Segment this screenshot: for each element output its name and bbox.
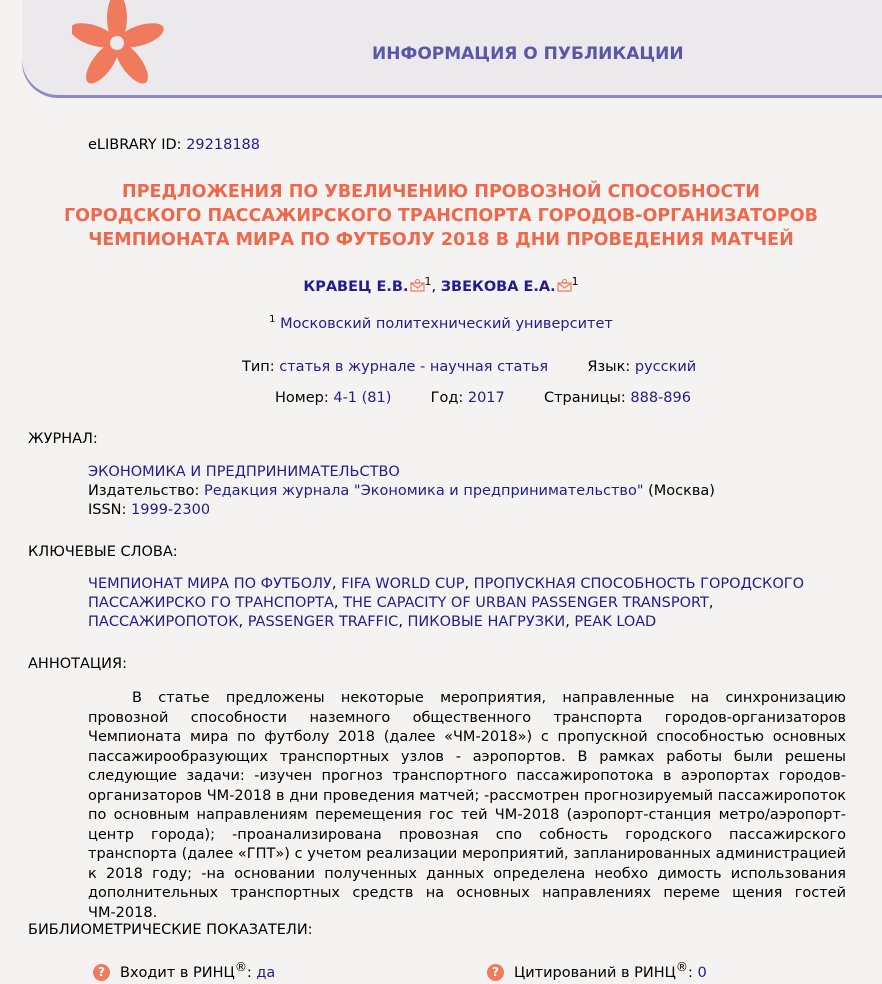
rinc-value: да xyxy=(256,964,276,981)
help-icon[interactable]: ? xyxy=(93,964,110,981)
affiliation-row xyxy=(0,314,882,332)
page-heading: ИНФОРМАЦИЯ О ПУБЛИКАЦИИ xyxy=(372,44,684,64)
affiliation-marker: 1 xyxy=(424,275,432,288)
affiliation-marker: 1 xyxy=(269,314,276,325)
year-value[interactable]: 2017 xyxy=(467,390,505,406)
author-link[interactable]: КРАВЕЦ Е.В. xyxy=(303,278,409,295)
keyword-link[interactable]: PEAK LOAD xyxy=(574,614,657,630)
citations-label: Цитирований в РИНЦ xyxy=(514,964,676,981)
affiliation-marker: 1 xyxy=(571,275,579,288)
publisher-city: (Москва) xyxy=(648,483,715,499)
issn-value: 1999-2300 xyxy=(131,502,211,518)
page-header xyxy=(22,0,882,95)
author-link[interactable]: ЗВЕКОВА Е.А. xyxy=(440,278,556,295)
abstract-heading: АННОТАЦИЯ: xyxy=(28,656,127,672)
authors-row xyxy=(0,275,882,295)
keywords-heading: КЛЮЧЕВЫЕ СЛОВА: xyxy=(28,544,178,560)
abstract-text: В статье предложены некоторые мероприятия, направленные на синхронизацию провозной способности наземного общественного транспорта городов-организаторов Чемпионата мира по футболу 2018 (далее «ЧМ-2018») с пропускной способностью основных пассажирообразующих транспортных узлов - аэропортов. В рамках работы были решены следующие задачи: -изучен прогноз транспортного пассажиропотока в аэропортах городов-организаторов ЧМ-2018 в дни проведения матчей; -рассмотрен прогнозируемый пассажиропоток по основным направлениям перемещения гос тей ЧМ-2018 (аэропорт-станция метро/аэропорт-центр города); -проанализирована провозная спо собность городского пассажирского транспорта (далее «ГПТ») с учетом реализации мероприятий, запланированных администрацией к 2018 году; -на основании полученных данных определена необхо димость использования дополнительных транспортных средств на основных направлениях переме щения гостей ЧМ-2018. xyxy=(88,690,846,921)
keyword-link[interactable]: THE CAPACITY OF URBAN PASSENGER TRANSPORT xyxy=(343,595,709,611)
keyword-link[interactable]: ЧЕМПИОНАТ МИРА ПО ФУТБОЛУ xyxy=(88,576,332,592)
publisher-link[interactable]: Редакция журнала "Экономика и предпринимательство" xyxy=(203,483,644,499)
type-value[interactable]: статья в журнале - научная статья xyxy=(279,359,549,375)
keyword-link[interactable]: ПИКОВЫЕ НАГРУЗКИ xyxy=(407,614,566,630)
elibrary-id-label: eLIBRARY ID: xyxy=(88,137,182,153)
journal-heading: ЖУРНАЛ: xyxy=(28,431,98,447)
title-line: ГОРОДСКОГО ПАССАЖИРСКОГО ТРАНСПОРТА ГОРОДОВ-ОРГАНИЗАТОРОВ xyxy=(64,206,818,226)
citations-row: ? Цитирований в РИНЦ®: 0 xyxy=(487,960,707,981)
keyword-link[interactable]: ПАССАЖИРОПОТОК xyxy=(88,614,239,630)
keyword-link[interactable]: ПРОПУСКНАЯ СПОСОБНОСТЬ ГОРОДСКОГО ПАССАЖИРСКО ГО ТРАНСПОРТА xyxy=(88,576,805,611)
keywords-list: ЧЕМПИОНАТ МИРА ПО ФУТБОЛУ, FIFA WORLD CUP, ПРОПУСКНАЯ СПОСОБНОСТЬ ГОРОДСКОГО ПАССАЖИРСКО ГО ТРАНСПОРТА, THE CAPACITY OF URBAN PASSENGER TRANSPORT, ПАССАЖИРОПОТОК, PASSENGER TRAFFIC, ПИКОВЫЕ НАГРУЗКИ, PEAK LOAD xyxy=(88,576,805,630)
citations-value[interactable]: 0 xyxy=(697,964,707,981)
journal-info xyxy=(88,463,715,520)
language-value[interactable]: русский xyxy=(634,359,697,375)
registered-mark: ® xyxy=(675,960,688,974)
mail-icon[interactable] xyxy=(410,279,425,292)
help-icon[interactable]: ? xyxy=(487,964,504,981)
flower-logo-icon xyxy=(72,0,202,95)
title-line: ПРЕДЛОЖЕНИЯ ПО УВЕЛИЧЕНИЮ ПРОВОЗНОЙ СПОСОБНОСТИ xyxy=(122,182,760,202)
meta-issue-row xyxy=(275,390,691,406)
keyword-link[interactable]: FIFA WORLD CUP xyxy=(341,576,465,592)
elibrary-id-row xyxy=(88,137,260,153)
title-line: ЧЕМПИОНАТА МИРА ПО ФУТБОЛУ 2018 В ДНИ ПРОВЕДЕНИЯ МАТЧЕЙ xyxy=(88,230,794,250)
issue-label: Номер: xyxy=(275,390,329,406)
issue-value[interactable]: 4-1 (81) xyxy=(333,390,392,406)
keyword-link[interactable]: PASSENGER TRAFFIC xyxy=(247,614,399,630)
type-label: Тип: xyxy=(242,359,275,375)
rinc-label: Входит в РИНЦ xyxy=(120,964,235,981)
meta-type-row xyxy=(242,359,696,375)
elibrary-id-link[interactable]: 29218188 xyxy=(186,137,260,153)
publication-title xyxy=(0,180,882,252)
pages-value: 888-896 xyxy=(630,390,691,406)
language-label: Язык: xyxy=(587,359,631,375)
author-separator: , xyxy=(431,278,441,295)
journal-name-link[interactable]: ЭКОНОМИКА И ПРЕДПРИНИМАТЕЛЬСТВО xyxy=(88,464,400,480)
rinc-row: ? Входит в РИНЦ®: да xyxy=(93,960,275,981)
biblio-heading: БИБЛИОМЕТРИЧЕСКИЕ ПОКАЗАТЕЛИ: xyxy=(28,922,313,938)
registered-mark: ® xyxy=(234,960,247,974)
issn-label: ISSN: xyxy=(88,502,127,518)
mail-icon[interactable] xyxy=(557,279,572,292)
publisher-label: Издательство: xyxy=(88,483,200,499)
year-label: Год: xyxy=(430,390,464,406)
affiliation-link[interactable]: Московский политехнический университет xyxy=(280,315,613,332)
pages-label: Страницы: xyxy=(543,390,626,406)
